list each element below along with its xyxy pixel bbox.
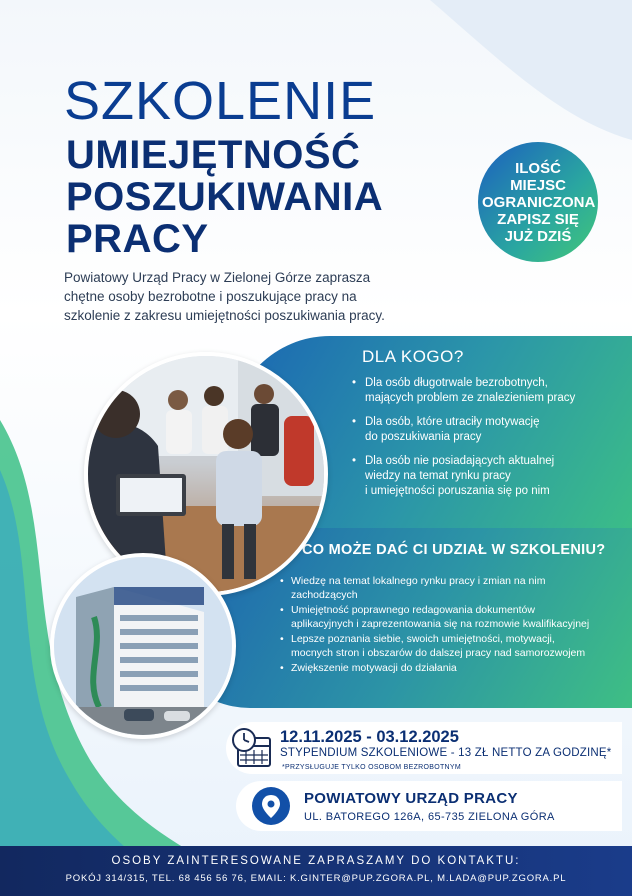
title-line-2: POSZUKIWANIA (66, 175, 384, 219)
who-list (352, 376, 622, 508)
training-dates: 12.11.2025 - 03.12.2025 (280, 728, 459, 746)
footer-bar (0, 846, 632, 896)
top-right-tint (430, 0, 632, 140)
building-illustration (54, 557, 232, 735)
intro-text: Powiatowy Urząd Pracy w Zielonej Górze zaprasza chętne osoby bezrobotne i poszukujące pracy na szkolenie z zakresu umiejętności poszukiwania pracy. (64, 270, 385, 323)
title-line-3: PRACY (66, 217, 209, 261)
title-sub (66, 134, 383, 260)
benefit-item: • Lepsze poznania siebie, swoich umiejętności, motywacji, mocnych stron i obszarów do dalszej pracy nad samorozwojem (280, 632, 625, 660)
calendar-clock-icon (230, 726, 274, 770)
contact-details: POKÓJ 314/315, TEL. 68 456 56 76, EMAIL: K.GINTER@PUP.ZGORA.PL, M.LADA@PUP.ZGORA.PL (65, 873, 567, 884)
contact-heading: OSOBY ZAINTERESOWANE ZAPRASZAMY DO KONTAKTU: (111, 855, 521, 867)
stipend-footnote: *PRZYSŁUGUJE TYLKO OSOBOM BEZROBOTNYM (282, 764, 462, 771)
who-heading: DLA KOGO? (362, 347, 464, 366)
office-address: UL. BATOREGO 126A, 65-735 ZIELONA GÓRA (304, 811, 555, 823)
office-name: POWIATOWY URZĄD PRACY (304, 790, 518, 807)
benefit-item: • Umiejętność poprawnego redagowania dokumentów aplikacyjnych i zaprezentowania się na rozmowie kwalifikacyjnej (280, 603, 625, 631)
who-item: • Dla osób, które utraciły motywację do poszukiwania pracy (352, 415, 622, 445)
limited-places-badge (478, 142, 598, 262)
title-line-1: UMIEJĘTNOŚĆ (66, 133, 361, 177)
office-building-photo (50, 553, 236, 739)
benefit-item: • Wiedzę na temat lokalnego rynku pracy i zmian na nim zachodzących (280, 574, 625, 602)
title-main: SZKOLENIE (64, 71, 377, 131)
location-pin-icon (252, 787, 290, 825)
benefits-heading: CO MOŻE DAĆ CI UDZIAŁ W SZKOLENIU? (302, 542, 606, 558)
who-item: • Dla osób nie posiadających aktualnej wiedzy na temat rynku pracy i umiejętności poruszania się po nim (352, 454, 622, 499)
who-item: • Dla osób długotrwale bezrobotnych, mających problem ze znalezieniem pracy (352, 376, 622, 406)
benefits-list (280, 574, 625, 676)
pin-glyph (252, 787, 290, 825)
benefit-item: • Zwiększenie motywacji do działania (280, 661, 625, 675)
stipend-info: STYPENDIUM SZKOLENIOWE - 13 ZŁ NETTO ZA GODZINĘ* (280, 747, 612, 759)
badge-text: ILOŚĆ MIEJSC OGRANICZONA ZAPISZ SIĘ JUŻ DZIŚ (482, 159, 596, 245)
